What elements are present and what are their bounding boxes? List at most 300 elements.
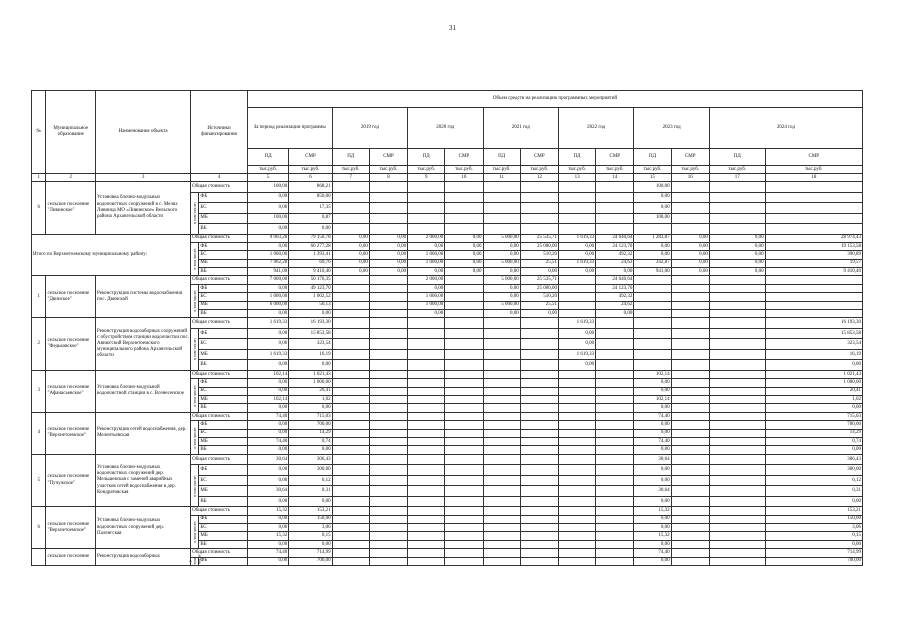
value-cell: 0,00 (765, 446, 862, 454)
value-cell: 0,00 (247, 475, 288, 486)
header-smr: СМР (369, 149, 407, 166)
value-cell (671, 496, 709, 507)
value-cell (765, 224, 862, 235)
value-cell: 0,00 (520, 310, 558, 318)
value-cell (408, 387, 445, 395)
value-cell (558, 465, 595, 476)
value-cell (671, 446, 709, 454)
value-cell (634, 328, 671, 339)
value-cell (369, 276, 407, 284)
header-unit: тыс.руб. (289, 166, 332, 174)
value-cell: 0,00 (445, 234, 483, 242)
value-cell (332, 532, 369, 540)
value-cell: 0,00 (247, 328, 288, 339)
value-cell (558, 515, 595, 523)
value-cell (408, 421, 445, 429)
value-cell: 25,51 (520, 259, 558, 267)
value-cell: 510,20 (520, 293, 558, 301)
value-cell (596, 549, 634, 557)
value-cell (558, 429, 595, 437)
value-cell: 700,00 (765, 557, 862, 565)
value-cell: 0,00 (709, 234, 765, 242)
source-label: ВБ (199, 224, 248, 235)
value-cell (445, 310, 483, 318)
value-cell: 6,12 (765, 475, 862, 486)
value-cell (332, 360, 369, 371)
value-cell (332, 515, 369, 523)
header-smr: СМР (765, 149, 862, 166)
value-cell (483, 224, 520, 235)
source-label: Общая стоимость (191, 318, 248, 329)
value-cell (332, 454, 369, 465)
value-cell (671, 438, 709, 446)
in-that-number: в том числе: (191, 192, 199, 234)
value-cell: 0,00 (671, 268, 709, 276)
value-cell: 0,31 (765, 486, 862, 497)
value-cell (369, 203, 407, 214)
value-cell: 5 000,00 (483, 234, 520, 242)
value-cell (709, 540, 765, 548)
value-cell (369, 349, 407, 360)
value-cell (634, 360, 671, 371)
column-number: 4 (191, 174, 248, 182)
municipality-name: сельское поселение "Афанасьевское" (46, 370, 96, 412)
source-label: ВБ (199, 446, 248, 454)
value-cell (709, 387, 765, 395)
value-cell: 0,00 (634, 387, 671, 395)
value-cell (596, 532, 634, 540)
value-cell (520, 379, 558, 387)
value-cell: 25,51 (520, 301, 558, 309)
value-cell: 0,00 (634, 379, 671, 387)
header-unit: тыс.руб. (520, 166, 558, 174)
value-cell (445, 507, 483, 515)
value-cell (558, 310, 595, 318)
value-cell (765, 284, 862, 292)
value-cell (709, 224, 765, 235)
value-cell: 102,14 (247, 396, 288, 404)
value-cell (408, 182, 445, 193)
object-name: Реконструкция водозаборных (96, 549, 191, 566)
value-cell: 0,00 (634, 524, 671, 532)
value-cell (483, 379, 520, 387)
value-cell: 492,32 (596, 293, 634, 301)
value-cell (520, 532, 558, 540)
value-cell (709, 293, 765, 301)
source-label: ФБ (199, 515, 248, 523)
value-cell (369, 446, 407, 454)
value-cell: 2 000,00 (408, 276, 445, 284)
source-label: БС (199, 293, 248, 301)
header-unit: тыс.руб. (332, 166, 369, 174)
value-cell: 5 000,00 (483, 259, 520, 267)
header-unit: тыс.руб. (634, 166, 671, 174)
value-cell (558, 182, 595, 193)
municipality-name: сельское поселение "Федьковское" (46, 318, 96, 371)
value-cell (520, 446, 558, 454)
value-cell (369, 293, 407, 301)
value-cell: 0,00 (247, 242, 288, 250)
value-cell: 0,00 (369, 268, 407, 276)
value-cell: 1,02 (765, 396, 862, 404)
value-cell: 306,43 (765, 454, 862, 465)
value-cell: 1 619,33 (558, 349, 595, 360)
value-cell: 5 000,00 (483, 276, 520, 284)
value-cell (483, 404, 520, 412)
value-cell: 0,00 (247, 404, 288, 412)
value-cell (520, 454, 558, 465)
value-cell: 0,31 (289, 486, 332, 497)
source-label: Общая стоимость (191, 182, 248, 193)
object-name: Установка блочно-модульных водоочистных сооружений в с. Мелях Ливинца МО «Ливинское» Вельского района Архангельской области (96, 182, 191, 235)
value-cell: 69,76 (289, 259, 332, 267)
value-cell (558, 540, 595, 548)
header-unit: тыс.руб. (765, 166, 862, 174)
value-cell (445, 203, 483, 214)
value-cell (369, 465, 407, 476)
value-cell (408, 475, 445, 486)
value-cell (445, 349, 483, 360)
value-cell: 0,00 (709, 268, 765, 276)
value-cell (709, 557, 765, 565)
value-cell: 306,43 (289, 454, 332, 465)
source-label: МБ (199, 349, 248, 360)
value-cell: 0,00 (247, 557, 288, 565)
source-label: БС (199, 387, 248, 395)
value-cell (671, 370, 709, 378)
value-cell (558, 507, 595, 515)
value-cell (332, 429, 369, 437)
value-cell (369, 192, 407, 203)
value-cell (408, 318, 445, 329)
value-cell (558, 276, 595, 284)
value-cell: 1 000,00 (765, 379, 862, 387)
value-cell (332, 540, 369, 548)
value-cell (445, 276, 483, 284)
value-cell: 0,00 (247, 387, 288, 395)
value-cell: 15 853,58 (765, 328, 862, 339)
value-cell: 0,00 (634, 203, 671, 214)
value-cell (634, 224, 671, 235)
value-cell (671, 360, 709, 371)
value-cell (369, 360, 407, 371)
value-cell: 0,15 (289, 532, 332, 540)
source-label: БС (199, 475, 248, 486)
value-cell (332, 465, 369, 476)
value-cell: 0,00 (520, 268, 558, 276)
value-cell: 0,00 (289, 540, 332, 548)
value-cell (596, 379, 634, 387)
value-cell: 16 193,30 (765, 318, 862, 329)
value-cell: 15,32 (247, 507, 288, 515)
value-cell (596, 465, 634, 476)
value-cell: 0,00 (558, 242, 595, 250)
value-cell: 0,00 (558, 339, 595, 350)
value-cell (332, 276, 369, 284)
value-cell: 0,00 (671, 234, 709, 242)
value-cell: 850,00 (289, 192, 332, 203)
value-cell (765, 310, 862, 318)
value-cell (596, 421, 634, 429)
value-cell (671, 421, 709, 429)
value-cell: 323,54 (289, 339, 332, 350)
value-cell (634, 349, 671, 360)
value-cell (369, 557, 407, 565)
value-cell (445, 515, 483, 523)
value-cell (445, 524, 483, 532)
header-unit: тыс.руб. (709, 166, 765, 174)
value-cell (671, 318, 709, 329)
value-cell: 0,00 (247, 421, 288, 429)
value-cell (445, 438, 483, 446)
object-name: Установка блочно-модульной водоочистной станции в с. Вознесенское (96, 370, 191, 412)
value-cell (445, 465, 483, 476)
value-cell: 0,00 (289, 310, 332, 318)
value-cell (369, 475, 407, 486)
value-cell: 0,00 (247, 429, 288, 437)
value-cell: 5 000,00 (483, 301, 520, 309)
value-cell (445, 496, 483, 507)
value-cell (408, 540, 445, 548)
value-cell (671, 475, 709, 486)
header-unit: тыс.руб. (247, 166, 288, 174)
value-cell: 300,00 (765, 465, 862, 476)
value-cell: 0,00 (247, 496, 288, 507)
value-cell: 0,00 (289, 446, 332, 454)
value-cell (709, 349, 765, 360)
value-cell (408, 203, 445, 214)
value-cell: 0,00 (634, 404, 671, 412)
source-label: ФБ (199, 557, 248, 565)
value-cell: 510,20 (520, 251, 558, 259)
row-number: 3 (32, 370, 46, 412)
value-cell (709, 524, 765, 532)
value-cell (671, 396, 709, 404)
value-cell: 102,14 (247, 370, 288, 378)
value-cell: 1 619,33 (247, 349, 288, 360)
value-cell (483, 532, 520, 540)
source-label: БС (199, 251, 248, 259)
value-cell (634, 284, 671, 292)
in-that-number: в том числе: (186, 553, 202, 566)
municipality-name: сельское поселение "Верхнетоемское" (46, 412, 96, 454)
source-label: ВБ (199, 404, 248, 412)
value-cell: 0,00 (483, 284, 520, 292)
value-cell (671, 224, 709, 235)
value-cell (332, 370, 369, 378)
value-cell (483, 203, 520, 214)
value-cell: 0,00 (247, 540, 288, 548)
source-label: Общая стоимость (191, 412, 248, 420)
value-cell (765, 203, 862, 214)
source-label: Общая стоимость (191, 370, 248, 378)
source-label: БС (199, 524, 248, 532)
value-cell (596, 404, 634, 412)
value-cell: 74,40 (634, 412, 671, 420)
source-label: БС (199, 429, 248, 437)
source-label: ФБ (199, 284, 248, 292)
value-cell (520, 370, 558, 378)
value-cell (408, 412, 445, 420)
value-cell (671, 310, 709, 318)
value-cell (709, 379, 765, 387)
value-cell: 0,00 (247, 224, 288, 235)
value-cell (369, 328, 407, 339)
value-cell (709, 276, 765, 284)
value-cell (483, 318, 520, 329)
header-municipality: Муниципальное образование (46, 91, 96, 174)
value-cell (709, 465, 765, 476)
header-smr: СМР (520, 149, 558, 166)
value-cell (483, 549, 520, 557)
value-cell: 0,00 (765, 404, 862, 412)
value-cell (369, 412, 407, 420)
value-cell: 1 000,00 (408, 293, 445, 301)
value-cell (483, 339, 520, 350)
value-cell (671, 387, 709, 395)
value-cell: 0,15 (765, 532, 862, 540)
row-number: 5 (32, 454, 46, 507)
value-cell: 0,00 (558, 328, 595, 339)
value-cell (558, 532, 595, 540)
value-cell (332, 486, 369, 497)
value-cell (671, 507, 709, 515)
value-cell: 74,40 (247, 412, 288, 420)
value-cell (596, 213, 634, 224)
column-number: 9 (408, 174, 445, 182)
value-cell (520, 387, 558, 395)
value-cell (709, 515, 765, 523)
value-cell: 74,40 (247, 438, 288, 446)
value-cell: 0,00 (289, 404, 332, 412)
value-cell: 0,00 (671, 242, 709, 250)
value-cell: 0,00 (634, 429, 671, 437)
value-cell: 100,00 (247, 213, 288, 224)
value-cell (709, 192, 765, 203)
value-cell (483, 412, 520, 420)
value-cell (596, 192, 634, 203)
value-cell (520, 404, 558, 412)
value-cell: 1 000,00 (247, 293, 288, 301)
value-cell (445, 404, 483, 412)
column-number: 1 (32, 174, 46, 182)
in-that-number: в том числе: (191, 465, 199, 507)
value-cell (332, 192, 369, 203)
source-label: БС (199, 203, 248, 214)
header-num: № (32, 91, 46, 174)
value-cell: 15,32 (634, 532, 671, 540)
value-cell (332, 318, 369, 329)
itogo-label: Итого по Верхнетоемскому муниципальному району: (32, 234, 191, 276)
source-label: ВБ (199, 496, 248, 507)
value-cell: 0,00 (709, 251, 765, 259)
in-that-number: в том числе: (191, 284, 199, 318)
value-cell: 100,00 (634, 182, 671, 193)
value-cell (483, 465, 520, 476)
value-cell (596, 454, 634, 465)
value-cell (671, 213, 709, 224)
value-cell: 1 000,00 (408, 251, 445, 259)
value-cell (765, 301, 862, 309)
value-cell: 1 000,00 (408, 301, 445, 309)
value-cell (520, 540, 558, 548)
column-number: 17 (709, 174, 765, 182)
value-cell: 19 153,58 (765, 242, 862, 250)
value-cell: 1 619,33 (558, 318, 595, 329)
value-cell (558, 454, 595, 465)
value-cell (369, 301, 407, 309)
value-cell (332, 224, 369, 235)
value-cell (408, 486, 445, 497)
value-cell (483, 446, 520, 454)
value-cell (483, 454, 520, 465)
value-cell: 0,00 (289, 496, 332, 507)
value-cell (408, 465, 445, 476)
value-cell (709, 339, 765, 350)
value-cell (445, 429, 483, 437)
value-cell (596, 446, 634, 454)
value-cell (709, 310, 765, 318)
value-cell (709, 328, 765, 339)
source-label: БС (199, 339, 248, 350)
value-cell (596, 475, 634, 486)
value-cell (520, 396, 558, 404)
value-cell (408, 192, 445, 203)
value-cell: 0,00 (247, 203, 288, 214)
value-cell (558, 421, 595, 429)
value-cell (369, 284, 407, 292)
header-year: 2020 год (408, 108, 483, 149)
source-label: ФБ (199, 192, 248, 203)
value-cell (408, 396, 445, 404)
value-cell (408, 496, 445, 507)
value-cell (408, 360, 445, 371)
value-cell (709, 318, 765, 329)
header-unit: тыс.руб. (671, 166, 709, 174)
value-cell: 150,00 (765, 515, 862, 523)
value-cell (558, 370, 595, 378)
value-cell: 941,00 (634, 268, 671, 276)
in-that-number: в том числе: (191, 421, 199, 455)
value-cell: 0,00 (634, 496, 671, 507)
value-cell (408, 557, 445, 565)
value-cell: 0,00 (247, 284, 288, 292)
value-cell: 1,02 (289, 396, 332, 404)
value-cell (483, 421, 520, 429)
value-cell: 300,00 (289, 465, 332, 476)
value-cell (671, 293, 709, 301)
value-cell (671, 429, 709, 437)
header-pd: ПД (247, 149, 288, 166)
value-cell: 1 002,52 (289, 293, 332, 301)
value-cell (671, 192, 709, 203)
header-unit: тыс.руб. (445, 166, 483, 174)
value-cell (520, 192, 558, 203)
value-cell (596, 507, 634, 515)
value-cell (520, 421, 558, 429)
funding-table (31, 90, 863, 566)
value-cell: 0,00 (289, 360, 332, 371)
value-cell (596, 438, 634, 446)
header-pd: ПД (483, 149, 520, 166)
value-cell (369, 515, 407, 523)
value-cell: 0,00 (408, 284, 445, 292)
value-cell (445, 557, 483, 565)
value-cell (520, 549, 558, 557)
value-cell (445, 549, 483, 557)
value-cell: 15,32 (247, 532, 288, 540)
value-cell (671, 276, 709, 284)
